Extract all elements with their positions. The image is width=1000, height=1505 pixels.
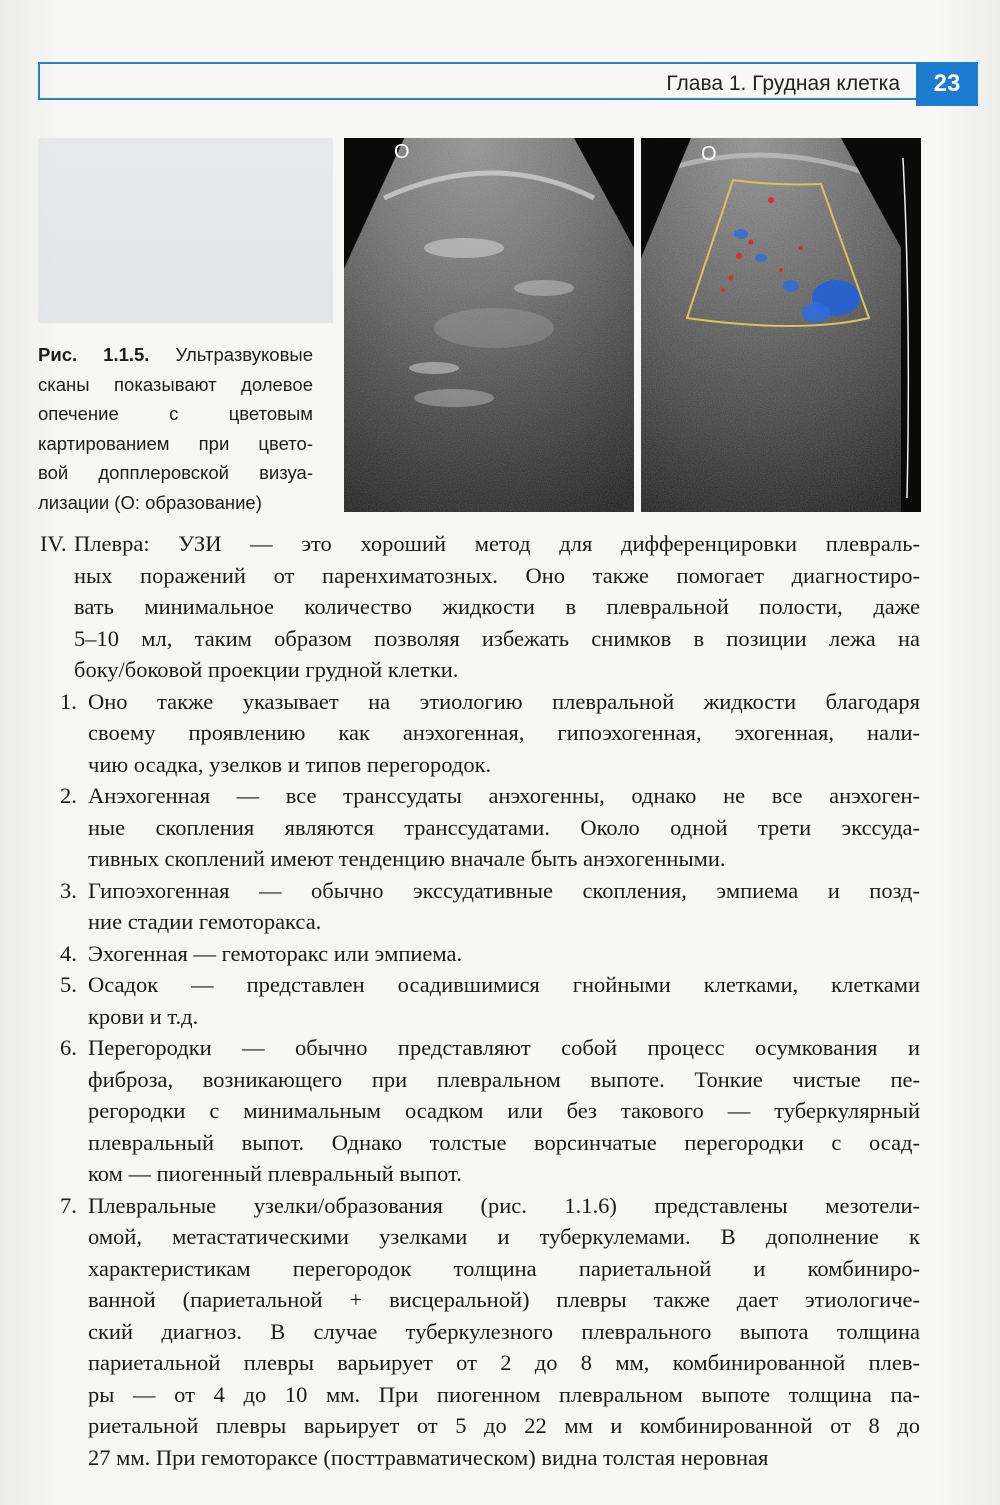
text-line: характеристикам перегородок толщина париетальной и комбиниро- bbox=[88, 1255, 920, 1281]
caption-line: Рис. 1.1.5. Ультразвуковые bbox=[38, 344, 313, 365]
list-item-number: 4. bbox=[60, 940, 77, 966]
text-line: чию осадка, узелков и типов перегородок. bbox=[88, 751, 492, 777]
text-line: Плевральные узелки/образования (рис. 1.1.6) представлены мезотели- bbox=[88, 1192, 920, 1218]
list-item-number: 2. bbox=[60, 783, 77, 808]
list-item bbox=[40, 969, 920, 1032]
text-line: 5–10 мл, таким образом позволяя избежать снимков в позиции лежа на bbox=[74, 625, 920, 651]
text-line: Перегородки — обычно представляют собой процесс осумкования и bbox=[88, 1035, 920, 1060]
text-line: Оно также указывает на этиологию плевральной жидкости благодаря bbox=[88, 688, 920, 714]
text-line: омой, метастатическими узелками и туберкулемами. В дополнение к bbox=[88, 1224, 920, 1249]
text-line: ных поражений от паренхиматозных. Оно также помогает диагностиро- bbox=[74, 562, 920, 588]
text-line: плевральный выпот. Однако толстые ворсинчатые перегородки с осад- bbox=[88, 1129, 920, 1155]
text-line: крови и т.д. bbox=[88, 1003, 199, 1029]
chapter-title: Глава 1. Грудная клетка bbox=[666, 72, 900, 95]
text-line: Осадок — представлен осадившимися гнойными клетками, клетками bbox=[88, 972, 920, 997]
caption-figure-label: Рис. 1.1.5. bbox=[38, 344, 150, 365]
ultrasound-scan-right bbox=[641, 138, 921, 512]
text-line: ский диагноз. В случае туберкулезного плеврального выпота толщина bbox=[88, 1318, 920, 1344]
list-item bbox=[40, 1032, 920, 1190]
list-item bbox=[40, 1190, 920, 1474]
text-line: вать минимальное количество жидкости в плевральной полости, даже bbox=[74, 594, 920, 619]
text-line: боку/боковой проекции грудной клетки. bbox=[74, 657, 459, 682]
page-number: 23 bbox=[916, 62, 978, 106]
ultrasound-scan-left bbox=[344, 138, 634, 512]
list-item-number: 6. bbox=[60, 1035, 77, 1060]
text-line: 27 мм. При гемотораксе (посттравматическом) видна толстая неровная bbox=[88, 1444, 769, 1470]
list-item bbox=[40, 686, 920, 781]
text-line: ние стадии гемоторакса. bbox=[88, 909, 322, 934]
list-item-number: 3. bbox=[60, 877, 77, 903]
caption-line: лизации (О: образование) bbox=[38, 491, 262, 513]
text-line: ванной (париетальной + висцеральной) плевры также дает этиологиче- bbox=[88, 1287, 920, 1312]
list-item bbox=[40, 780, 920, 875]
list-item-number: 7. bbox=[60, 1192, 77, 1218]
numbered-list bbox=[40, 686, 920, 1474]
list-item-number: 1. bbox=[60, 688, 77, 714]
text-line: Анэхогенная — все транссудаты анэхогенны, однако не все анэхоген- bbox=[88, 783, 920, 808]
text-line: ные скопления являются транссудатами. Около одной трети экссуда- bbox=[88, 814, 920, 840]
text-line: ком — пиогенный плевральный выпот. bbox=[88, 1161, 462, 1186]
text-line: фиброза, возникающего при плевральном выпоте. Тонкие чистые пе- bbox=[88, 1066, 920, 1092]
text-line: своему проявлению как анэхогенная, гипоэхогенная, эхогенная, нали- bbox=[88, 720, 920, 745]
text-line: Гипоэхогенная — обычно экссудативные скопления, эмпиема и позд- bbox=[88, 877, 920, 903]
caption-line: сканы показывают долевое bbox=[38, 373, 313, 395]
text-line: париетальной плевры варьирует от 2 до 8 мм, комбинированной плев- bbox=[88, 1350, 920, 1375]
caption-line: вой допплеровской визуа- bbox=[38, 462, 313, 483]
list-item bbox=[40, 875, 920, 938]
text-line: ры — от 4 до 10 мм. При пиогенном плевральном выпоте толщина па- bbox=[88, 1381, 920, 1407]
body-text bbox=[40, 528, 920, 1473]
text-line: риетальной плевры варьирует от 5 до 22 мм и комбинированной от 8 до bbox=[88, 1413, 920, 1438]
text-line: Плевра: УЗИ — это хороший метод для дифференцировки плевраль- bbox=[74, 531, 920, 556]
list-item-number: 5. bbox=[60, 972, 77, 997]
section-number: IV. bbox=[40, 531, 67, 556]
text-line: тивных скоплений имеют тенденцию вначале быть анэхогенными. bbox=[88, 846, 726, 871]
scan-label-left: O bbox=[394, 141, 410, 163]
text-line: Эхогенная — гемоторакс или эмпиема. bbox=[88, 940, 463, 966]
section-iv bbox=[40, 528, 920, 686]
text-line: регородки с минимальным осадком или без такового — туберкулярный bbox=[88, 1098, 920, 1123]
caption-line: опечение с цветовым bbox=[38, 403, 313, 424]
ghost-image-panel bbox=[38, 138, 333, 323]
list-item bbox=[40, 938, 920, 970]
scan-label-right: O bbox=[701, 143, 717, 165]
figure-caption bbox=[38, 340, 313, 517]
caption-line: картированием при цвето- bbox=[38, 432, 313, 454]
